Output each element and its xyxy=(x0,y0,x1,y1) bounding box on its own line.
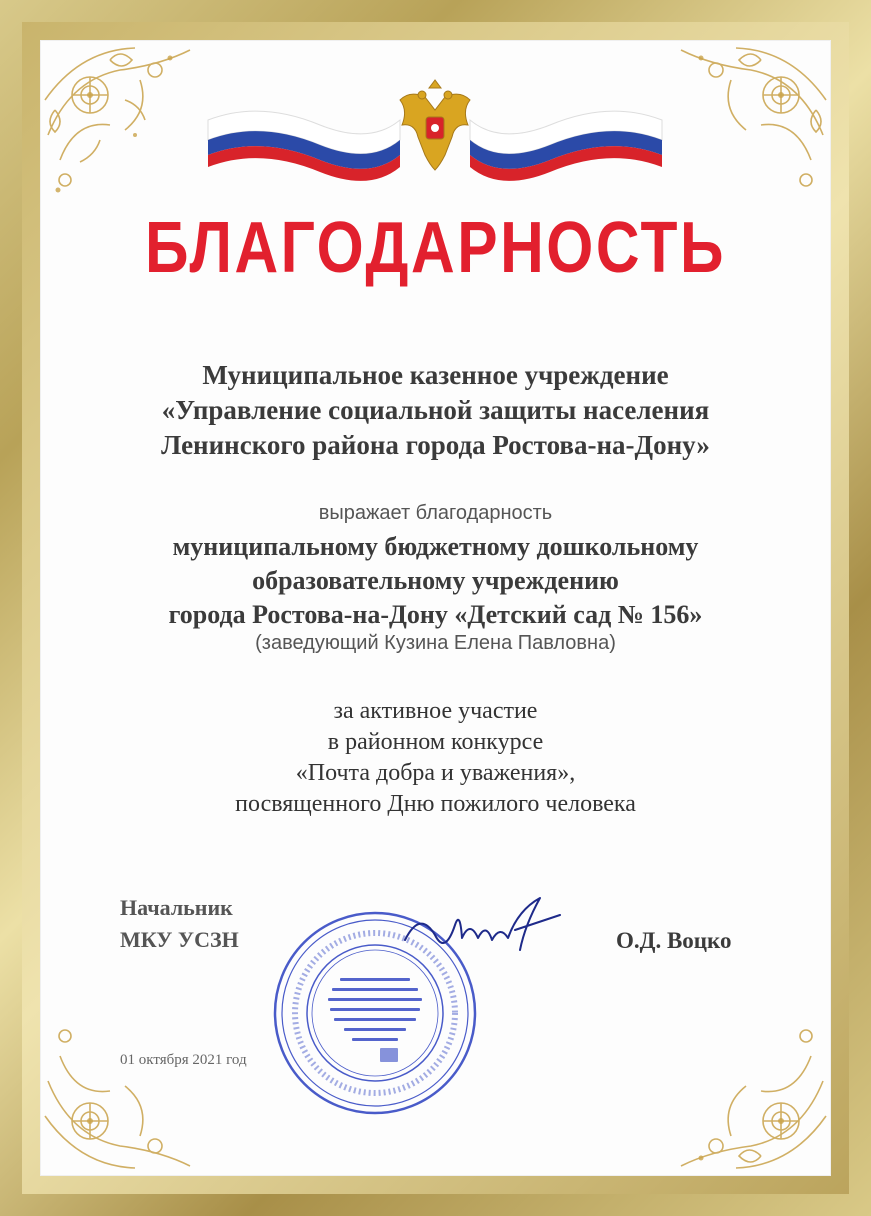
signatory-role-line: Начальник xyxy=(120,895,233,920)
coat-of-arms-emblem-icon xyxy=(200,65,670,185)
expresses-gratitude-text: выражает благодарность xyxy=(318,502,553,524)
organization-line: Муниципальное казенное учреждение xyxy=(202,360,669,390)
organization-line: «Управление социальной защиты населения xyxy=(161,395,710,425)
issue-date: 01 октября 2021 год xyxy=(120,1052,247,1068)
reason-line: в районном конкурсе xyxy=(327,729,544,755)
recipient-line: города Ростова-на-Дону «Детский сад № 156» xyxy=(168,600,703,629)
signatory-role-line: МКУ УСЗН xyxy=(120,927,239,952)
gold-ornament-icon xyxy=(40,40,210,210)
reason-line: за активное участие xyxy=(333,698,538,724)
gold-ornament-icon xyxy=(661,1006,831,1176)
head-of-institution-note: (заведующий Кузина Елена Павловна) xyxy=(255,632,616,654)
document-title: БЛАГОДАРНОСТЬ xyxy=(145,208,726,288)
reason-line: посвященного Дню пожилого человека xyxy=(235,791,636,817)
recipient-line: муниципальному бюджетному дошкольному xyxy=(172,532,699,561)
recipient-organization xyxy=(40,530,831,632)
gold-ornament-icon xyxy=(661,40,831,210)
certificate-sheet xyxy=(40,40,831,1176)
organization-line: Ленинского района города Ростова-на-Дону» xyxy=(161,430,710,460)
signature-icon xyxy=(400,890,570,970)
signatory-name: О.Д. Воцко xyxy=(616,928,732,953)
issuing-organization xyxy=(40,358,831,463)
gold-ornament-icon xyxy=(40,1006,210,1176)
reason-line: «Почта добра и уважения», xyxy=(295,760,576,786)
recipient-line: образовательному учреждению xyxy=(252,566,619,595)
award-reason xyxy=(40,696,831,820)
signatory-role xyxy=(120,892,239,956)
